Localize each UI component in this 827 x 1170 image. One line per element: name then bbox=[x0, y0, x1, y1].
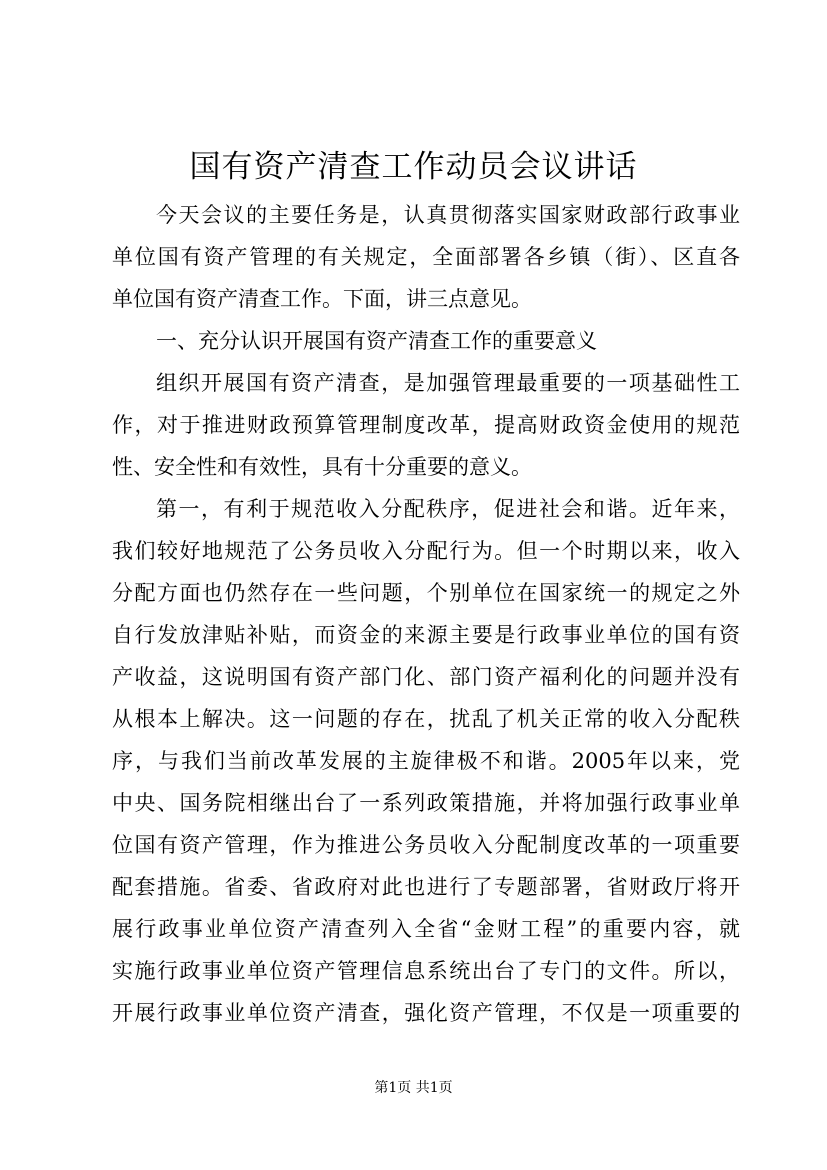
paragraph-line-10: 分配方面也仍然存在一些问题，个别单位在国家统一的规定之外 bbox=[112, 581, 740, 605]
paragraph-line-14: 序，与我们当前改革发展的主旋律极不和谐。2005年以来，党 bbox=[112, 749, 740, 773]
paragraph-line-20: 开展行政事业单位资产清查，强化资产管理，不仅是一项重要的 bbox=[112, 1001, 740, 1025]
paragraph-line-19: 实施行政事业单位资产管理信息系统出台了专门的文件。所以， bbox=[112, 959, 740, 983]
page-footer: 第1页 共1页 bbox=[374, 1080, 453, 1096]
paragraph-line-12: 产收益，这说明国有资产部门化、部门资产福利化的问题并没有 bbox=[112, 665, 740, 689]
paragraph-line-7: 性、安全性和有效性，具有十分重要的意义。 bbox=[112, 455, 532, 479]
paragraph-line-9: 我们较好地规范了公务员收入分配行为。但一个时期以来，收入 bbox=[112, 539, 740, 563]
document-title: 国有资产清查工作动员会议讲话 bbox=[189, 149, 638, 185]
paragraph-line-1: 今天会议的主要任务是，认真贯彻落实国家财政部行政事业 bbox=[156, 203, 740, 227]
paragraph-line-8: 第一，有利于规范收入分配秩序，促进社会和谐。近年来， bbox=[156, 497, 740, 521]
paragraph-line-3: 单位国有资产清查工作。下面，讲三点意见。 bbox=[112, 287, 532, 311]
paragraph-line-16: 位国有资产管理，作为推进公务员收入分配制度改革的一项重要 bbox=[112, 833, 740, 857]
paragraph-line-6: 作，对于推进财政预算管理制度改革，提高财政资金使用的规范 bbox=[112, 413, 740, 437]
paragraph-line-15: 中央、国务院相继出台了一系列政策措施，并将加强行政事业单 bbox=[112, 791, 740, 815]
paragraph-line-11: 自行发放津贴补贴，而资金的来源主要是行政事业单位的国有资 bbox=[112, 623, 740, 647]
paragraph-line-17: 配套措施。省委、省政府对此也进行了专题部署，省财政厅将开 bbox=[112, 875, 740, 899]
paragraph-line-5: 组织开展国有资产清查，是加强管理最重要的一项基础性工 bbox=[156, 371, 740, 395]
paragraph-line-2: 单位国有资产管理的有关规定，全面部署各乡镇（街）、区直各 bbox=[112, 245, 740, 269]
paragraph-line-18: 展行政事业单位资产清查列入全省“金财工程”的重要内容，就 bbox=[112, 917, 740, 941]
paragraph-line-13: 从根本上解决。这一问题的存在，扰乱了机关正常的收入分配秩 bbox=[112, 707, 740, 731]
section-heading: 一、充分认识开展国有资产清查工作的重要意义 bbox=[156, 329, 597, 353]
